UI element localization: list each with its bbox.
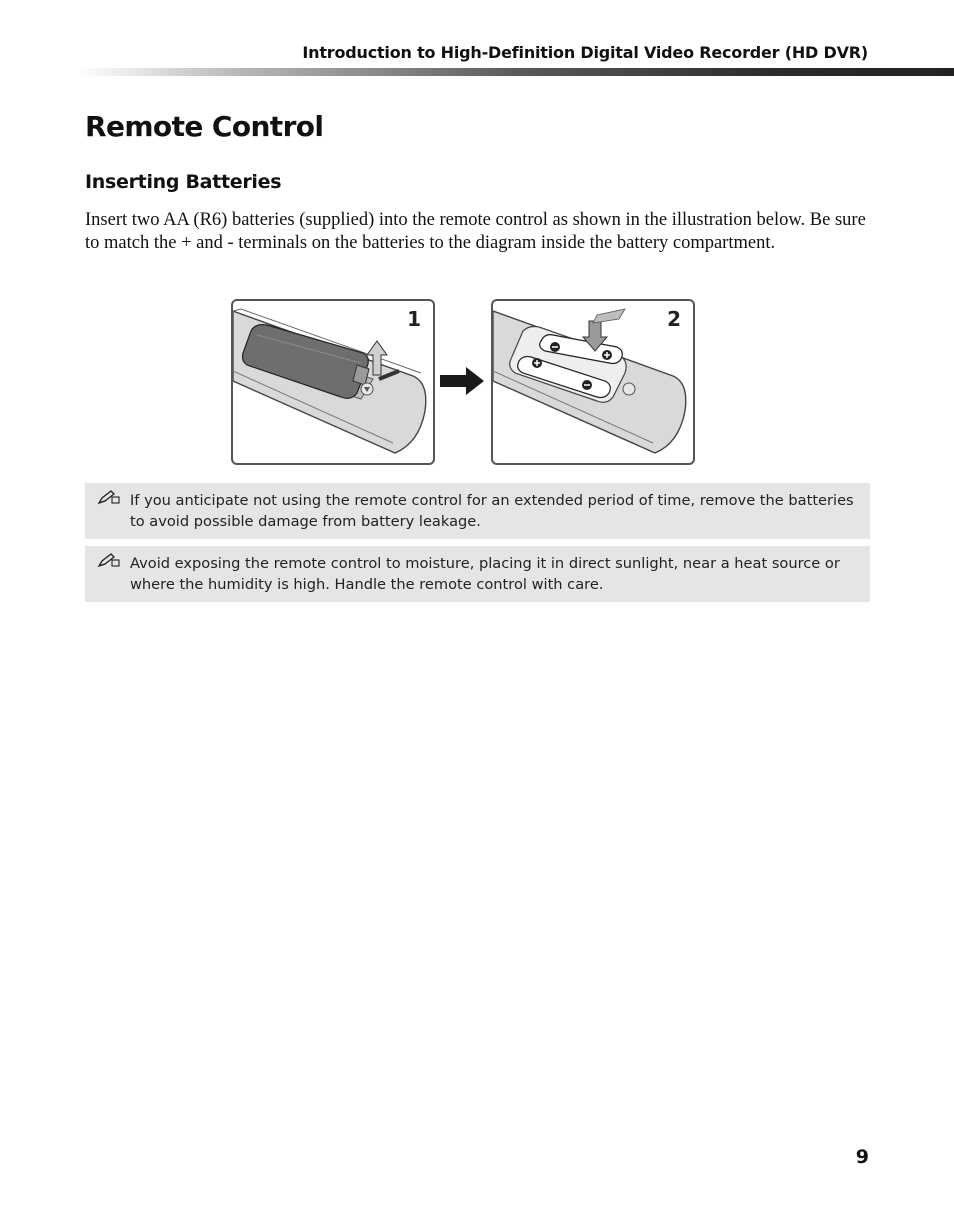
page-title: Remote Control — [85, 110, 324, 143]
remote-battery-cover-open-illustration — [233, 301, 433, 463]
figure-step-number: 1 — [407, 307, 421, 331]
note-text: If you anticipate not using the remote control for an extended period of time, remove the batteries to avoid possible damage from battery leakage. — [130, 492, 854, 530]
page-number: 9 — [855, 1146, 869, 1168]
figure-step-2 — [491, 299, 695, 465]
body-paragraph: Insert two AA (R6) batteries (supplied) into the remote control as shown in the illustration below. Be sure to match the + and - terminals on the batteries to the diagram inside the battery compartment. — [85, 210, 866, 253]
note-text: Avoid exposing the remote control to moisture, placing it in direct sunlight, near a heat source or where the humidity is high. Handle the remote control with care. — [130, 555, 840, 593]
running-header-title: Introduction to High-Definition Digital Video Recorder (HD DVR) — [302, 43, 868, 62]
right-arrow-icon — [440, 367, 484, 395]
section-title: Inserting Batteries — [85, 171, 282, 193]
remote-battery-insert-illustration — [493, 301, 693, 463]
note-box — [85, 483, 870, 539]
figure-step-1 — [231, 299, 435, 465]
note-pencil-icon — [97, 489, 121, 505]
figure-step-number: 2 — [667, 307, 681, 331]
note-box — [85, 546, 870, 602]
header-rule — [80, 68, 954, 76]
note-pencil-icon — [97, 552, 121, 568]
